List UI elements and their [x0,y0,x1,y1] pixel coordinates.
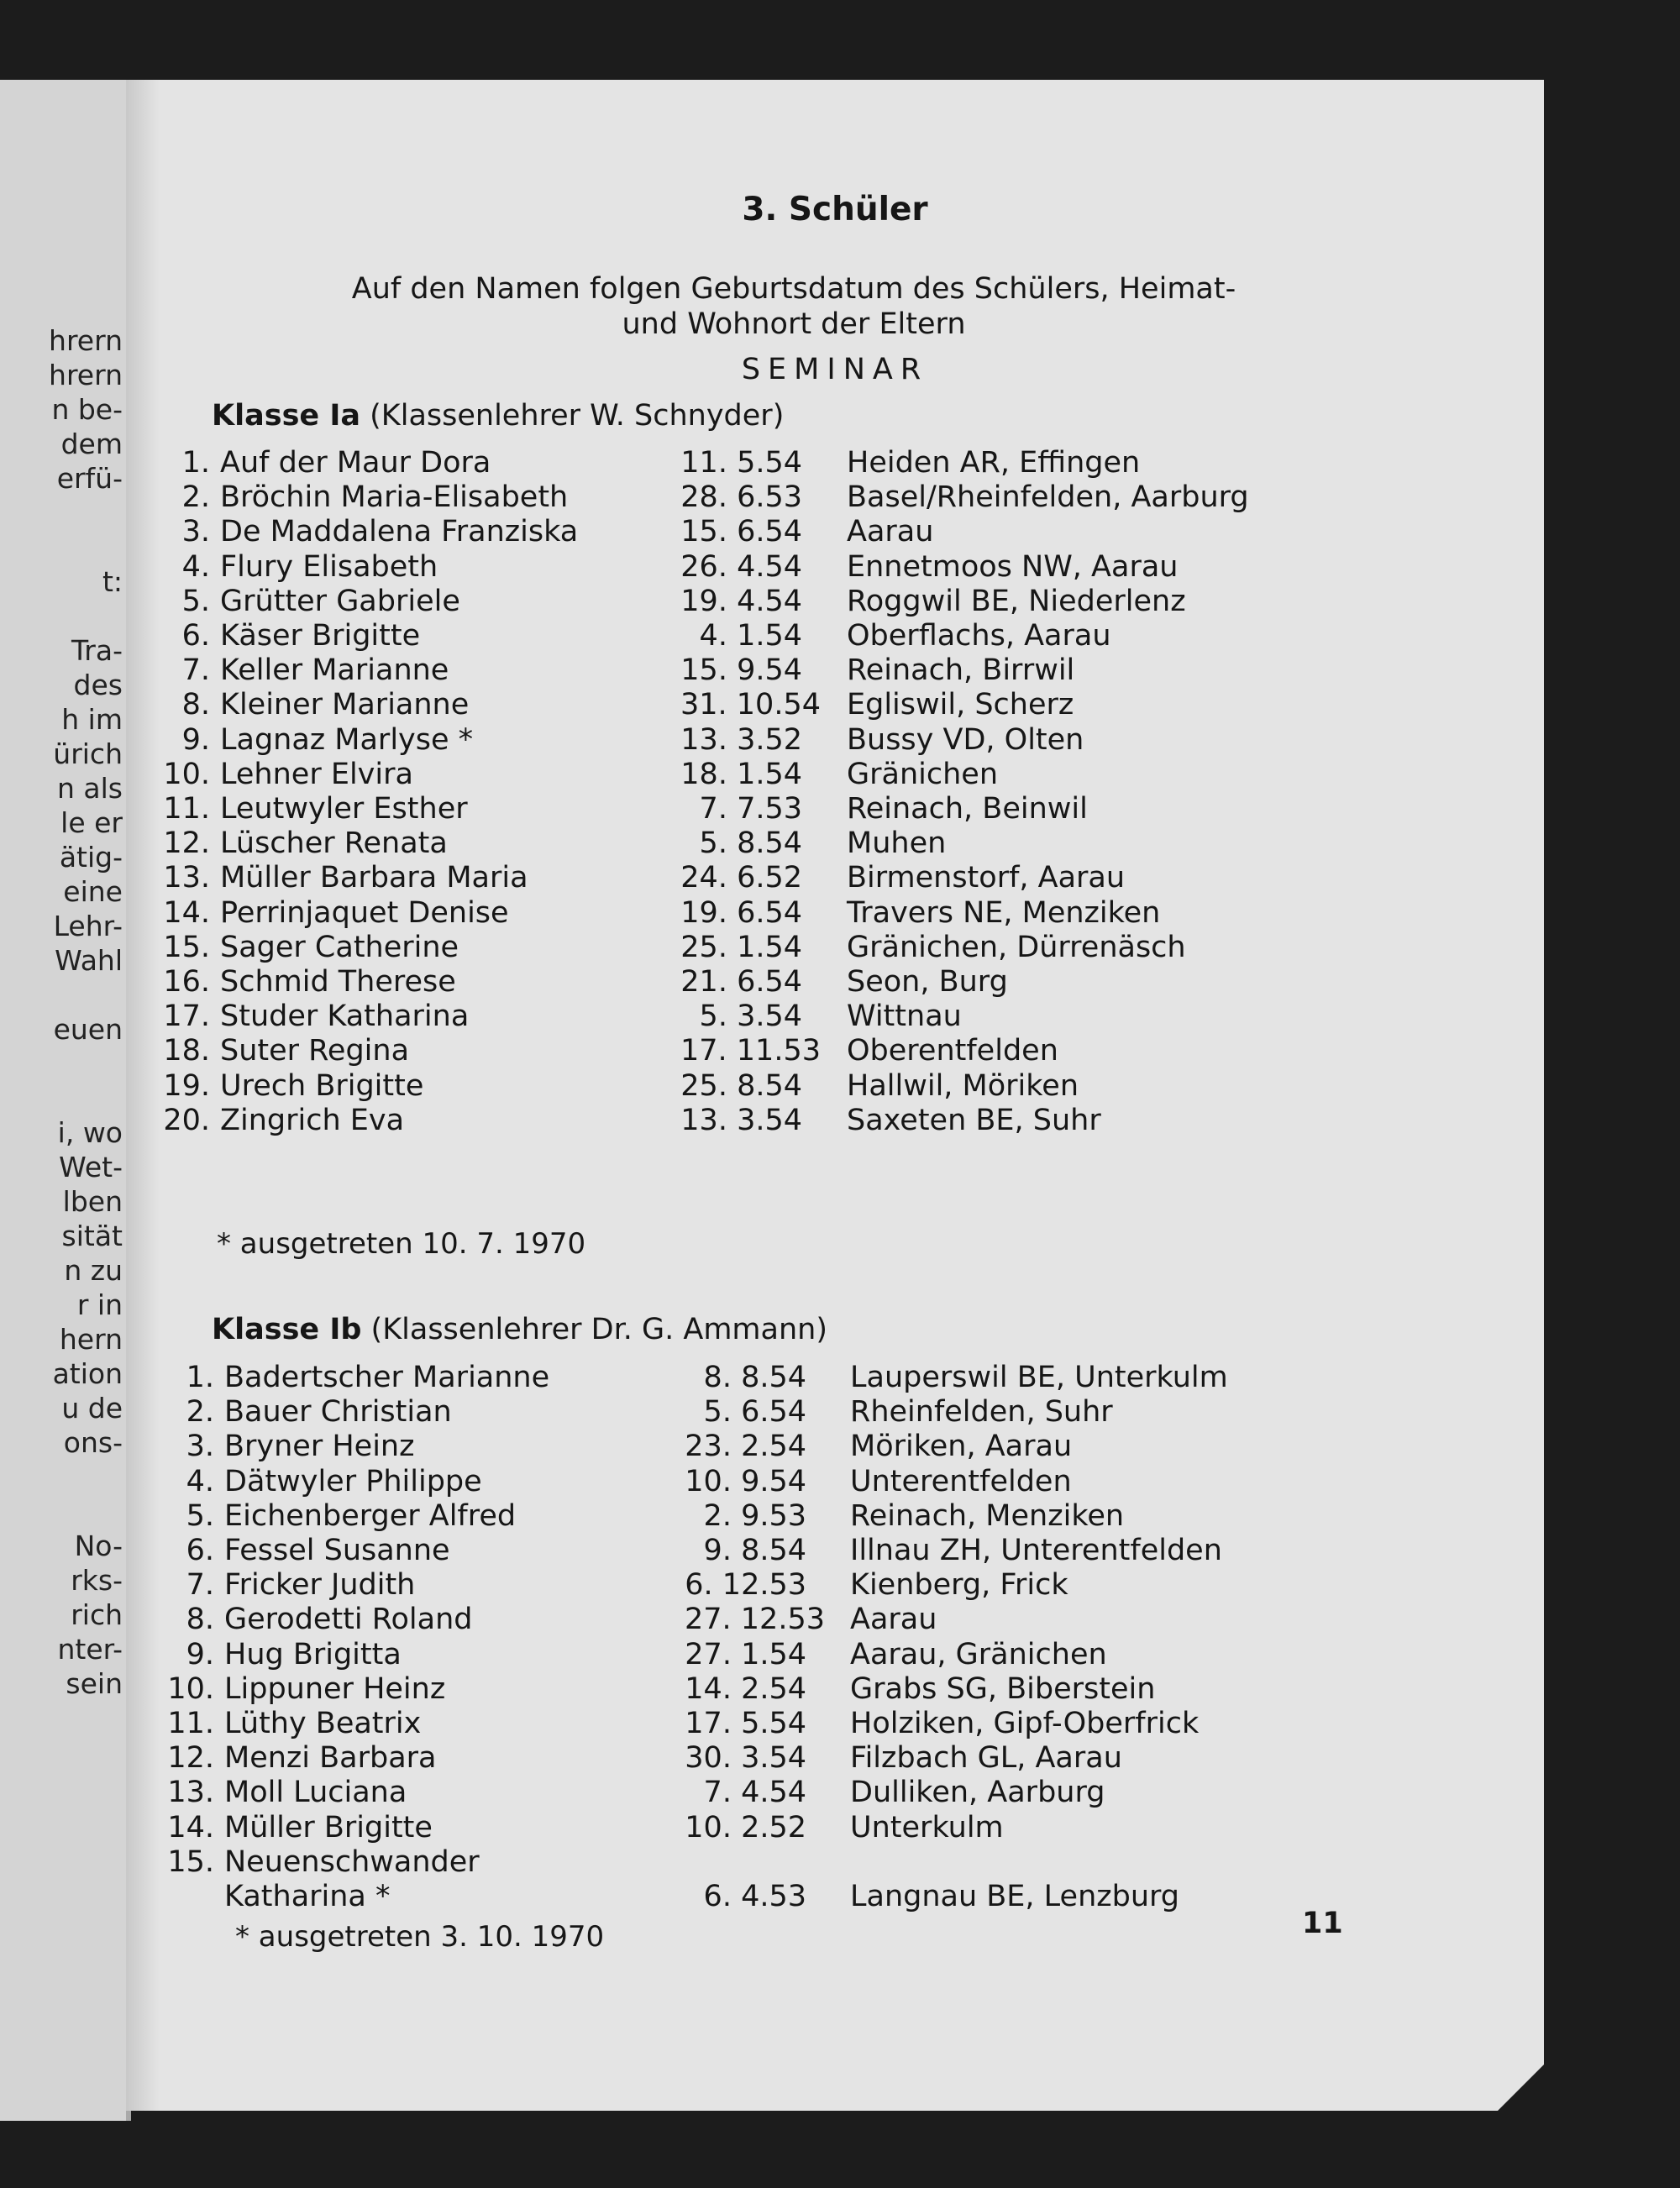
home-and-residence: Holziken, Gipf-Oberfrick [850,1707,1200,1740]
student-row [126,688,1544,722]
student-name: Leutwyler Esther [220,792,468,826]
facing-page-line: n be- [51,393,123,426]
student-number: 5. [186,1498,214,1533]
birth-date: 5. 3.54 [699,1000,802,1034]
student-number: 10. [167,1671,214,1706]
student-name: Badertscher Marianne [224,1361,550,1394]
home-and-residence: Unterkulm [850,1810,1004,1844]
home-and-residence: Oberentfelden [847,1034,1058,1068]
facing-page-line: ation [52,1357,123,1390]
student-number: 7. [186,1568,214,1603]
student-number: 8. [181,688,210,722]
student-number: 14. [163,895,210,930]
student-row [126,550,1544,585]
student-name: Bauer Christian [224,1395,452,1430]
birth-date: 31. 10.54 [680,688,821,722]
birth-date: 8. 8.54 [703,1361,806,1394]
birth-date: 4. 1.54 [699,619,802,653]
birth-date: 5. 8.54 [699,826,802,861]
facing-page-line: rks- [71,1564,123,1597]
birth-date: 19. 4.54 [680,584,802,618]
student-row [126,1034,1544,1068]
student-number: 1. [186,1361,214,1394]
home-and-residence: Lauperswil BE, Unterkulm [850,1361,1228,1394]
home-and-residence: Muhen [847,826,947,861]
student-name: Schmid Therese [220,965,456,999]
home-and-residence: Hallwil, Möriken [847,1068,1079,1103]
student-row [126,1707,1544,1741]
student-row [126,861,1544,895]
class-teacher: (Klassenlehrer Dr. G. Ammann) [370,1313,827,1346]
birth-date: 17. 11.53 [680,1034,821,1068]
home-and-residence: Saxeten BE, Suhr [847,1103,1101,1137]
student-row [126,931,1544,965]
facing-page [0,80,131,2121]
student-number: 15. [163,930,210,964]
home-and-residence: Wittnau [847,1000,962,1034]
home-and-residence: Travers NE, Menziken [847,895,1161,930]
home-and-residence: Langnau BE, Lenzburg [850,1880,1180,1913]
class-heading-ia [212,399,784,433]
home-and-residence: Reinach, Birrwil [847,653,1075,688]
home-and-residence: Illnau ZH, Unterentfelden [850,1534,1222,1567]
facing-page-line: n als [57,772,123,805]
birth-date: 28. 6.53 [680,480,802,515]
student-row [126,1104,1544,1138]
student-row [126,1845,1544,1880]
home-and-residence: Heiden AR, Effingen [847,446,1141,480]
student-name: Katharina * [224,1880,391,1913]
student-number: 19. [163,1068,210,1103]
home-and-residence: Egliswil, Scherz [847,688,1074,722]
facing-page-line: hrern [49,324,123,357]
facing-page-line: u de [61,1392,123,1425]
facing-page-line: n zu [64,1254,123,1287]
student-name: Sager Catherine [220,930,459,964]
home-and-residence: Gränichen [847,757,999,791]
student-name: Müller Brigitte [224,1810,433,1844]
home-and-residence: Ennetmoos NW, Aarau [847,549,1179,584]
student-number: 5. [181,584,210,618]
student-name: Müller Barbara Maria [220,861,528,895]
home-and-residence: Gränichen, Dürrenäsch [847,930,1186,964]
birth-date: 21. 6.54 [680,965,802,999]
class-teacher: (Klassenlehrer W. Schnyder) [370,399,785,433]
birth-date: 10. 2.52 [685,1810,806,1844]
home-and-residence: Reinach, Beinwil [847,792,1088,826]
student-name: Auf der Maur Dora [220,446,491,480]
birth-date: 23. 2.54 [685,1430,806,1464]
student-number: 1. [181,446,210,480]
facing-page-line: lben [62,1185,123,1218]
student-number: 17. [163,1000,210,1034]
footnote-ib: * ausgetreten 3. 10. 1970 [235,1920,605,1954]
facing-page-line: le er [60,806,123,839]
home-and-residence: Möriken, Aarau [850,1430,1073,1464]
student-name: Kleiner Marianne [220,688,470,722]
student-row [126,792,1544,826]
birth-date: 6. 4.53 [703,1880,806,1913]
student-number: 18. [163,1034,210,1068]
student-name: Keller Marianne [220,653,449,688]
student-row [126,1603,1544,1637]
student-number: 3. [181,515,210,549]
student-name: Lagnaz Marlyse * [220,722,474,757]
student-number: 9. [186,1637,214,1671]
facing-page-line: ätig- [59,841,123,874]
student-number: 20. [163,1103,210,1137]
student-row [126,1069,1544,1104]
student-name: Gerodetti Roland [224,1603,473,1637]
home-and-residence: Aarau, Gränichen [850,1637,1107,1671]
birth-date: 24. 6.52 [680,861,802,895]
student-row [126,446,1544,480]
student-row [126,896,1544,931]
facing-page-line: i, wo [57,1116,123,1149]
home-and-residence: Kienberg, Frick [850,1568,1068,1603]
birth-date: 25. 1.54 [680,930,802,964]
student-name: Lippuner Heinz [224,1671,446,1706]
birth-date: 6. 12.53 [685,1568,806,1603]
home-and-residence: Rheinfelden, Suhr [850,1395,1113,1430]
student-name: Bröchin Maria-Elisabeth [220,480,569,515]
birth-date: 25. 8.54 [680,1068,802,1103]
student-row [126,758,1544,792]
student-number: 4. [181,549,210,584]
birth-date: 10. 9.54 [685,1464,806,1498]
student-name: Suter Regina [220,1034,410,1068]
student-row [126,1811,1544,1845]
student-row [126,1465,1544,1499]
class-name: Klasse Ib [212,1313,362,1346]
folded-corner [1498,2065,1544,2111]
page-title: 3. Schüler [742,191,928,228]
birth-date: 18. 1.54 [680,757,802,791]
student-number: 11. [167,1707,214,1740]
home-and-residence: Aarau [850,1603,937,1637]
facing-page-line: erfü- [56,462,123,495]
student-number: 10. [163,757,210,791]
student-name: Neuenschwander [224,1844,480,1879]
student-name: De Maddalena Franziska [220,515,579,549]
footnote-ia: * ausgetreten 10. 7. 1970 [217,1227,586,1261]
birth-date: 7. 7.53 [699,792,802,826]
student-number: 13. [163,861,210,895]
facing-page-line: dem [60,428,123,460]
student-row [126,723,1544,758]
student-number: 2. [181,480,210,515]
student-row [126,1000,1544,1034]
student-name: Fessel Susanne [224,1534,450,1567]
home-and-residence: Unterentfelden [850,1464,1072,1498]
student-number: 12. [163,826,210,861]
student-number: 16. [163,965,210,999]
student-number: 8. [186,1603,214,1637]
home-and-residence: Dulliken, Aarburg [850,1776,1105,1810]
facing-page-line: rich [71,1598,123,1631]
student-number: 4. [186,1464,214,1498]
birth-date: 9. 8.54 [703,1534,806,1567]
student-name: Eichenberger Alfred [224,1498,517,1533]
birth-date: 17. 5.54 [685,1707,806,1740]
student-number: 7. [181,653,210,688]
student-row [126,653,1544,688]
facing-page-line: Lehr- [53,910,123,942]
student-number: 3. [186,1430,214,1464]
class-name: Klasse Ia [212,399,360,433]
student-row [126,1776,1544,1810]
student-name: Studer Katharina [220,1000,470,1034]
birth-date: 11. 5.54 [680,446,802,480]
student-number: 12. [167,1741,214,1776]
birth-date: 5. 6.54 [703,1395,806,1430]
home-and-residence: Grabs SG, Biberstein [850,1671,1156,1706]
facing-page-line: ürich [53,737,123,770]
student-name: Bryner Heinz [224,1430,415,1464]
student-name: Moll Luciana [224,1776,407,1810]
student-name: Perrinjaquet Denise [220,895,509,930]
home-and-residence: Aarau [847,515,934,549]
facing-page-line: sein [66,1667,123,1700]
facing-page-line: Tra- [71,634,123,667]
student-name: Flury Elisabeth [220,549,438,584]
student-row [126,480,1544,515]
student-name: Urech Brigitte [220,1068,424,1103]
facing-page-line: des [73,669,123,701]
facing-page-line: ons- [63,1426,123,1459]
birth-date: 30. 3.54 [685,1741,806,1776]
home-and-residence: Oberflachs, Aarau [847,619,1111,653]
student-name: Dätwyler Philippe [224,1464,482,1498]
birth-date: 15. 6.54 [680,515,802,549]
student-name: Grütter Gabriele [220,584,460,618]
student-number: 11. [163,792,210,826]
home-and-residence: Reinach, Menziken [850,1498,1125,1533]
birth-date: 13. 3.52 [680,722,802,757]
student-number: 2. [186,1395,214,1430]
facing-page-line: hrern [49,359,123,391]
facing-page-line: eine [63,875,123,908]
student-name: Zingrich Eva [220,1103,405,1137]
home-and-residence: Bussy VD, Olten [847,722,1084,757]
student-number: 6. [186,1534,214,1567]
home-and-residence: Seon, Burg [847,965,1008,999]
student-name: Hug Brigitta [224,1637,402,1671]
student-number: 14. [167,1810,214,1844]
student-name: Käser Brigitte [220,619,421,653]
home-and-residence: Roggwil BE, Niederlenz [847,584,1186,618]
student-row [126,585,1544,619]
student-number: 15. [167,1844,214,1879]
student-row [126,965,1544,1000]
birth-date: 7. 4.54 [703,1776,806,1810]
home-and-residence: Filzbach GL, Aarau [850,1741,1122,1776]
birth-date: 26. 4.54 [680,549,802,584]
student-row [126,619,1544,653]
student-row [126,1568,1544,1603]
document-page [126,80,1544,2111]
section-heading: SEMINAR [741,353,929,386]
student-row [126,1361,1544,1395]
facing-page-line: r in [76,1288,123,1321]
student-name: Lehner Elvira [220,757,413,791]
birth-date: 27. 1.54 [685,1637,806,1671]
student-row [126,1499,1544,1534]
student-row [126,1395,1544,1430]
birth-date: 27. 12.53 [685,1603,825,1637]
intro-text: Auf den Namen folgen Geburtsdatum des Schülers, Heimat- und Wohnort der Eltern [351,272,1236,341]
student-number: 6. [181,619,210,653]
student-row [126,1672,1544,1707]
facing-page-line: sität [61,1220,123,1252]
birth-date: 2. 9.53 [703,1498,806,1533]
student-name: Menzi Barbara [224,1741,437,1776]
student-name: Fricker Judith [224,1568,416,1603]
student-row [126,1741,1544,1776]
page-number: 11 [1302,1907,1343,1940]
facing-page-line: No- [74,1530,123,1562]
facing-page-line: h im [61,703,123,736]
facing-page-line: Wet- [59,1151,123,1183]
birth-date: 15. 9.54 [680,653,802,688]
class-heading-ib [212,1313,827,1346]
home-and-residence: Birmenstorf, Aarau [847,861,1126,895]
facing-page-line: Wahl [55,944,123,977]
student-row [126,515,1544,549]
birth-date: 14. 2.54 [685,1671,806,1706]
student-name: Lüscher Renata [220,826,448,861]
student-row [126,826,1544,861]
birth-date: 19. 6.54 [680,895,802,930]
home-and-residence: Basel/Rheinfelden, Aarburg [847,480,1249,515]
facing-page-line: hern [59,1323,123,1356]
birth-date: 13. 3.54 [680,1103,802,1137]
student-row [126,1638,1544,1672]
facing-page-line: euen [53,1013,123,1046]
student-number: 9. [181,722,210,757]
student-number: 13. [167,1776,214,1810]
student-row [126,1430,1544,1464]
student-name: Lüthy Beatrix [224,1707,422,1740]
facing-page-line: nter- [57,1633,123,1666]
student-row [126,1534,1544,1568]
facing-page-line: t: [102,565,123,598]
